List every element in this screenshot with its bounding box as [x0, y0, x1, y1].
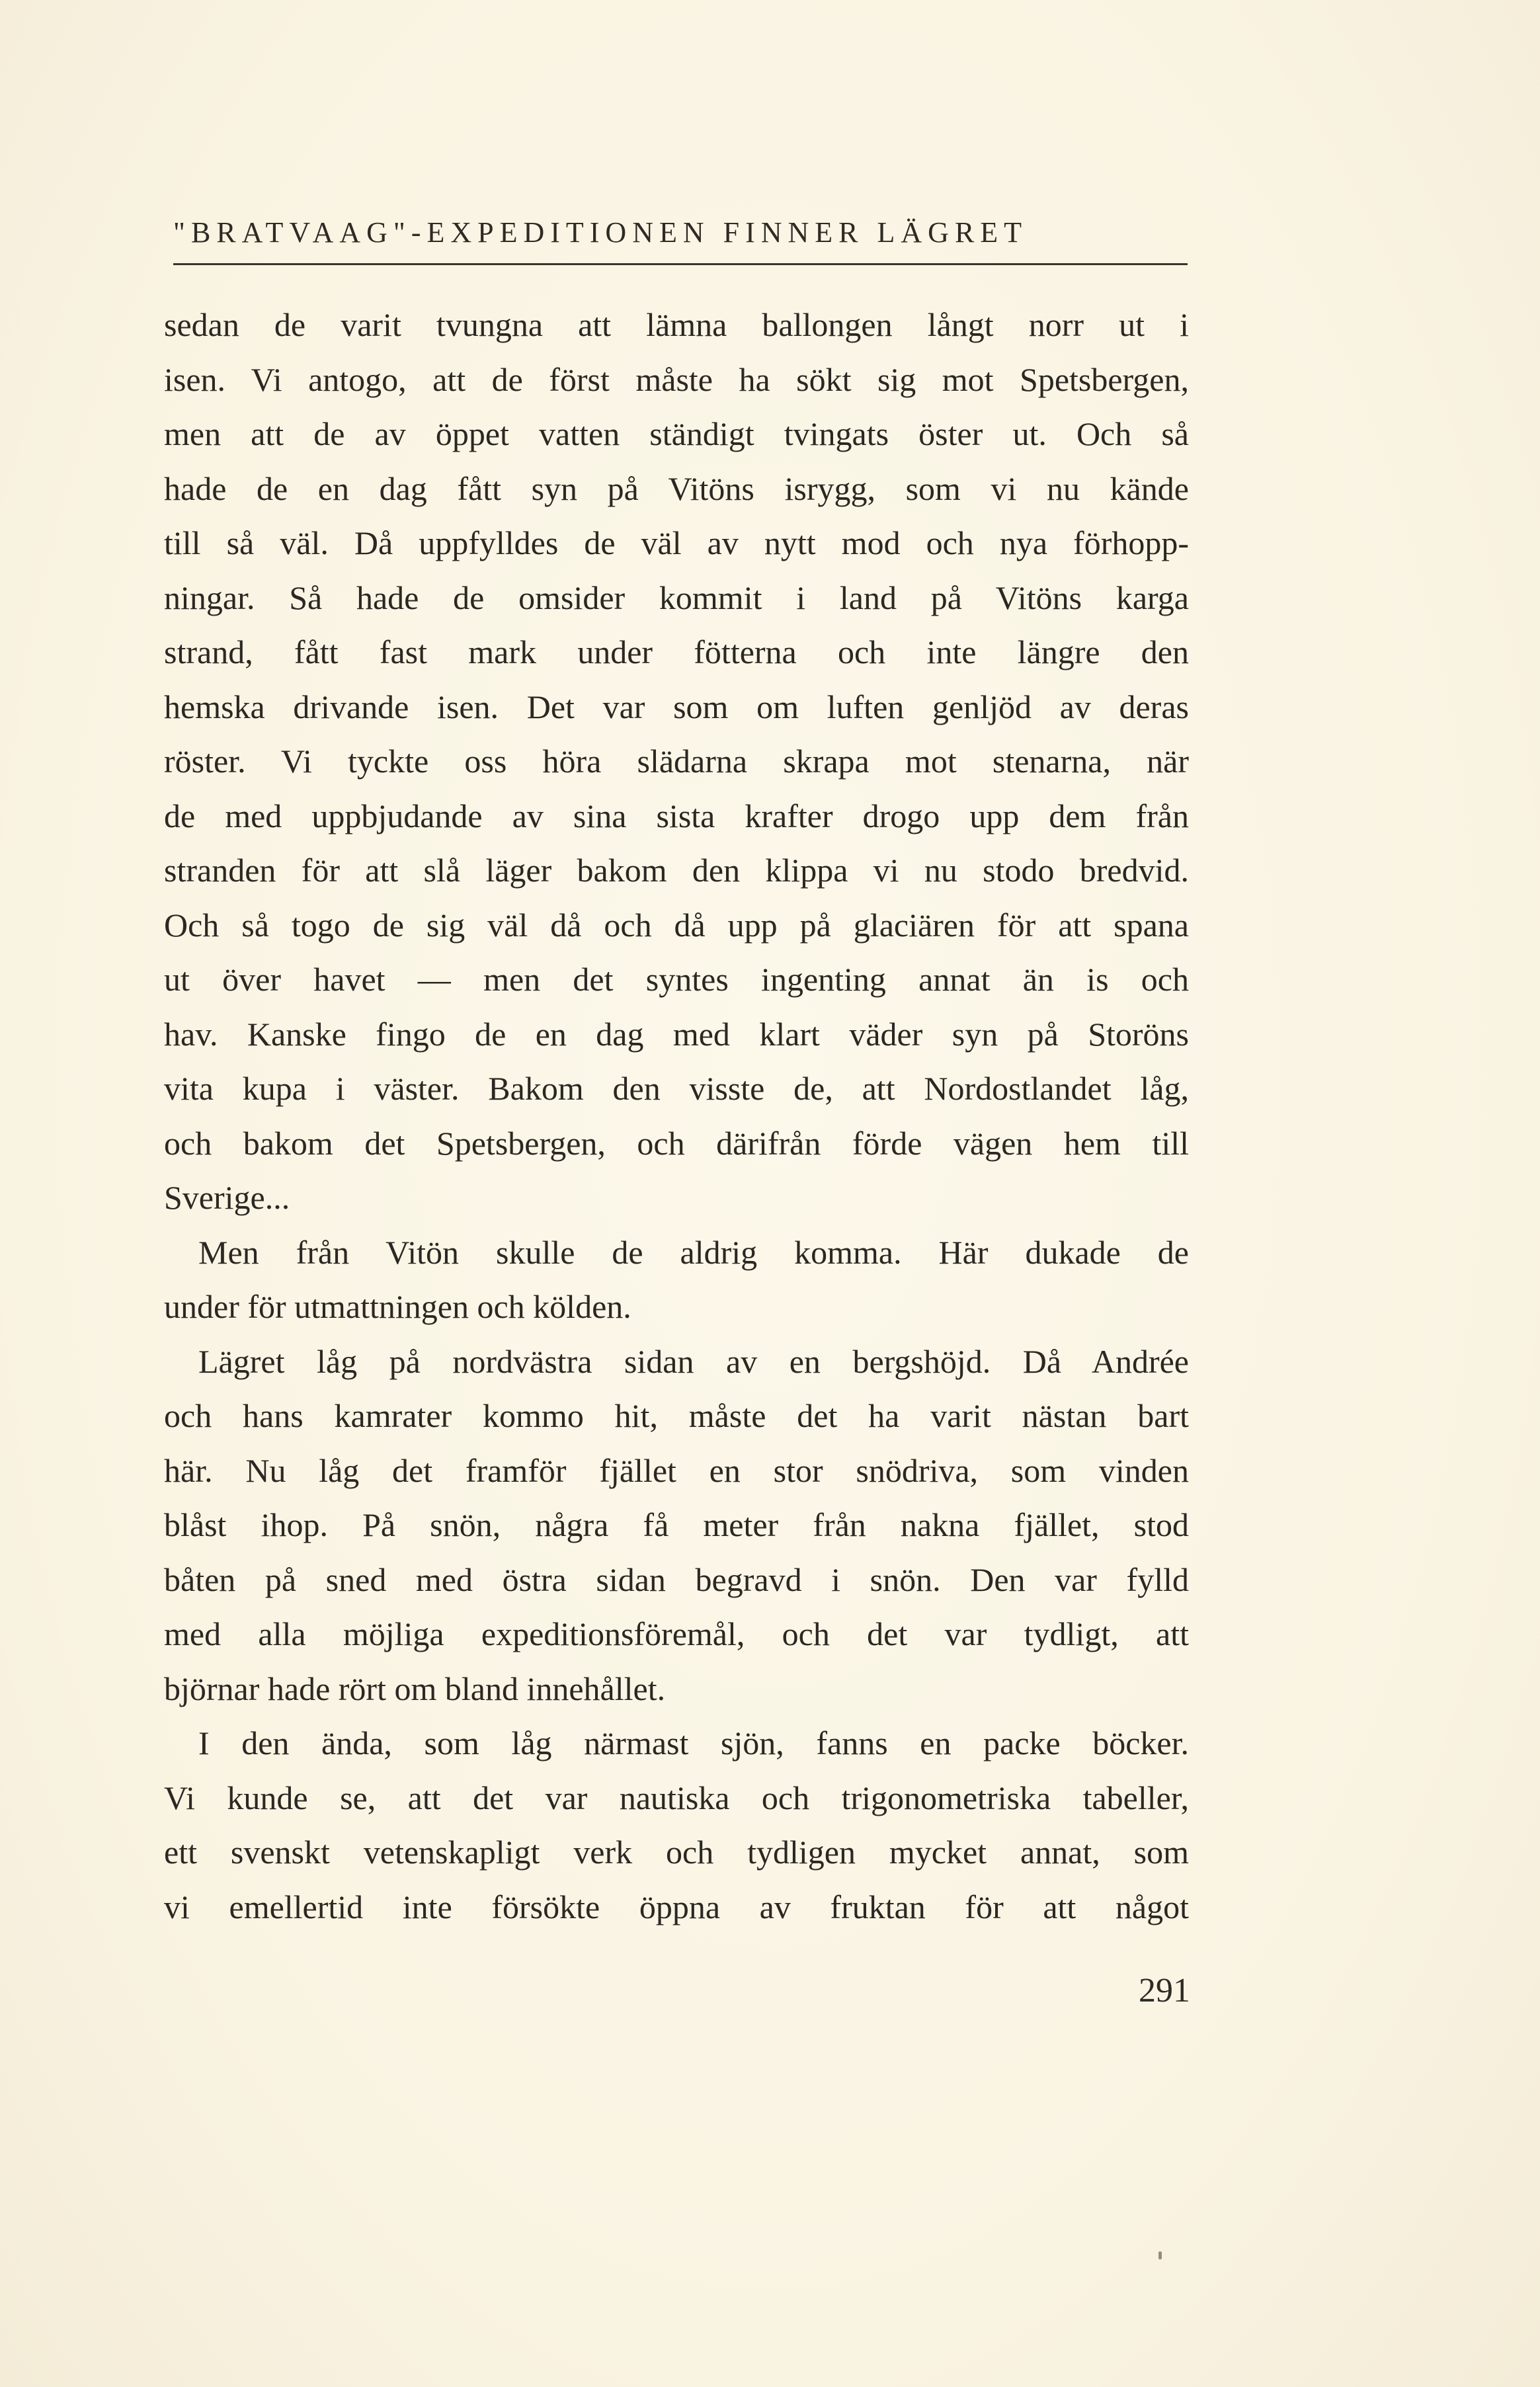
text-line: Sverige...: [164, 1179, 290, 1216]
text-line: under för utmattningen och kölden.: [164, 1288, 631, 1325]
paragraph: [164, 1716, 1189, 1934]
text-line: och bakom det Spetsbergen, och därifrån förde vägen hem till: [164, 1124, 1189, 1162]
text-line: Lägret låg på nordvästra sidan av en bergshöjd. Då Andrée: [198, 1342, 1189, 1380]
text-line: Vi kunde se, att det var nautiska och trigonometriska tabeller,: [164, 1779, 1189, 1816]
paragraph: [164, 1225, 1189, 1334]
text-line: ut över havet — men det syntes ingenting annat än is och: [164, 961, 1189, 998]
paragraph: [164, 298, 1189, 1225]
body-text: [164, 298, 1189, 1934]
page-number: 291: [1139, 1972, 1190, 2009]
text-line: Och så togo de sig väl då och då upp på glaciären för att spana: [164, 906, 1189, 944]
text-line: björnar hade rört om bland innehållet.: [164, 1670, 666, 1707]
text-line: I den ända, som låg närmast sjön, fanns en packe böcker.: [198, 1724, 1189, 1761]
text-line: ningar. Så hade de omsider kommit i land på Vitöns karga: [164, 579, 1189, 616]
text-line: strand, fått fast mark under fötterna och inte längre den: [164, 633, 1189, 670]
text-line: isen. Vi antogo, att de först måste ha sökt sig mot Spetsbergen,: [164, 360, 1189, 398]
text-line: blåst ihop. På snön, några få meter från nakna fjället, stod: [164, 1506, 1189, 1543]
text-line: ett svenskt vetenskapligt verk och tydligen mycket annat, som: [164, 1834, 1189, 1871]
text-line: båten på sned med östra sidan begravd i snön. Den var fylld: [164, 1560, 1189, 1598]
text-line: men att de av öppet vatten ständigt tvingats öster ut. Och så: [164, 415, 1189, 452]
running-head: "BRATVAAG"-EXPEDITIONEN FINNER LÄGRET: [173, 216, 1028, 249]
text-line: hav. Kanske fingo de en dag med klart väder syn på Storöns: [164, 1015, 1189, 1053]
text-line: hemska drivande isen. Det var som om luften genljöd av deras: [164, 688, 1189, 725]
header-rule: [173, 263, 1188, 265]
text-line: Men från Vitön skulle de aldrig komma. Här dukade de: [198, 1233, 1189, 1271]
paragraph: [164, 1334, 1189, 1717]
text-line: och hans kamrater kommo hit, måste det ha varit nästan bart: [164, 1397, 1189, 1434]
text-line: stranden för att slå läger bakom den klippa vi nu stodo bredvid.: [164, 852, 1189, 889]
paper-speck: [1158, 2251, 1162, 2259]
text-line: här. Nu låg det framför fjället en stor snödriva, som vinden: [164, 1451, 1189, 1489]
text-line: sedan de varit tvungna att lämna ballongen långt norr ut i: [164, 306, 1189, 343]
text-line: med alla möjliga expeditionsföremål, och det var tydligt, att: [164, 1615, 1189, 1652]
text-line: hade de en dag fått syn på Vitöns isrygg, som vi nu kände: [164, 469, 1189, 507]
text-line: de med uppbjudande av sina sista krafter drogo upp dem från: [164, 797, 1189, 834]
text-line: röster. Vi tyckte oss höra slädarna skrapa mot stenarna, när: [164, 743, 1189, 780]
text-line: till så väl. Då uppfylldes de väl av nytt mod och nya förhopp-: [164, 524, 1189, 561]
text-line: vi emellertid inte försökte öppna av fruktan för att något: [164, 1888, 1189, 1925]
text-line: vita kupa i väster. Bakom den visste de, att Nordostlandet låg,: [164, 1070, 1189, 1107]
